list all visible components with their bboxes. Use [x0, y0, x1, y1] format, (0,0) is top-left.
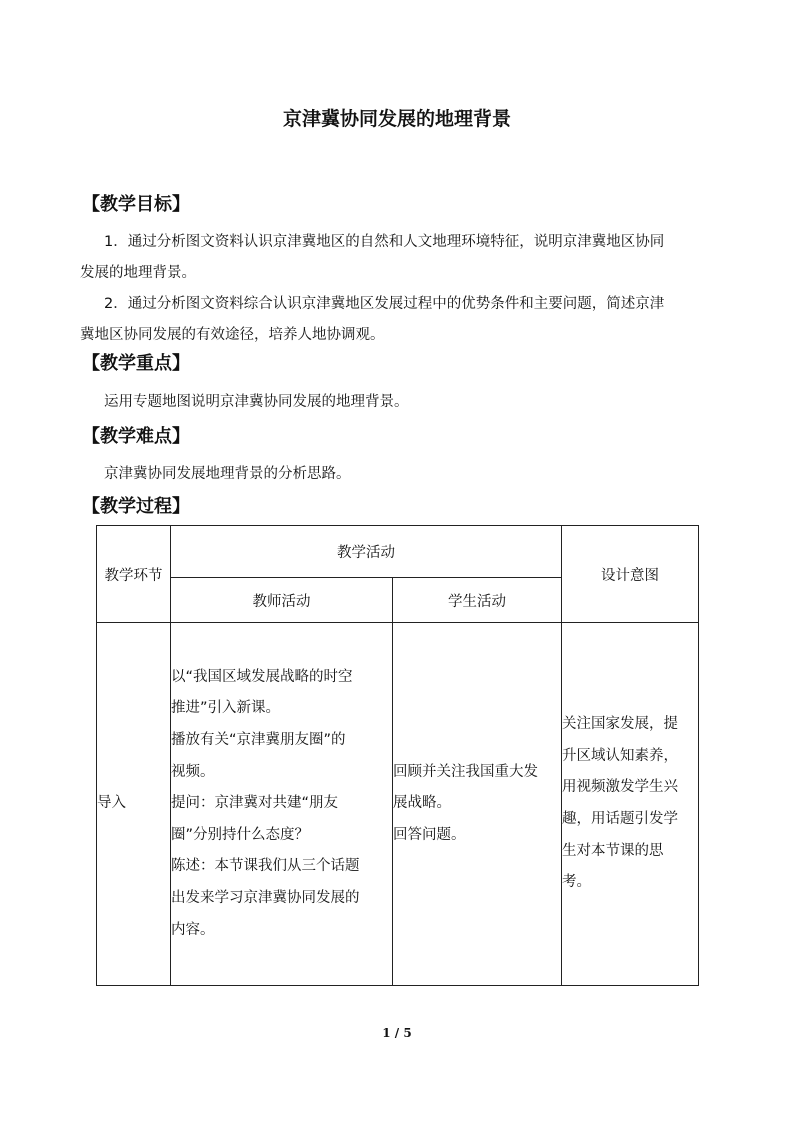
objectives-text [80, 227, 724, 351]
header-teacher: 教师活动 [171, 578, 393, 623]
teacher-line: 陈述：本节课我们从三个话题 [171, 858, 360, 875]
page-number: 1 / 5 [382, 1026, 412, 1040]
objective-1-line-2: 发展的地理背景。 [80, 265, 196, 281]
teacher-line: 推进”引入新课。 [171, 700, 281, 717]
header-stage: 教学环节 [97, 526, 171, 623]
header-activities: 教学活动 [171, 526, 562, 578]
intent-line: 趣，用话题引发学 [562, 811, 678, 827]
teacher-line: 出发来学习京津冀协同发展的 [171, 889, 360, 906]
student-line: 回顾并关注我国重大发 [393, 763, 538, 780]
teacher-line: 以“我国区域发展战略的时空 [171, 668, 353, 685]
teacher-line: 视频。 [171, 763, 215, 780]
objective-1-line-1: 1．通过分析图文资料认识京津冀地区的自然和人文地理环境特征，说明京津冀地区协同 [104, 234, 665, 250]
document-title: 京津冀协同发展的地理背景 [282, 108, 511, 130]
teacher-line: 提问：京津冀对共建“朋友 [171, 795, 339, 812]
teacher-line: 内容。 [171, 921, 215, 938]
student-line: 回答问题。 [393, 826, 466, 843]
stage-cell: 导入 [97, 623, 171, 986]
difficulties-heading: 【教学难点】 [82, 426, 190, 447]
teacher-line: 播放有关“京津冀朋友圈”的 [171, 732, 346, 749]
intent-cell [562, 623, 699, 986]
difficulties-text: 京津冀协同发展地理背景的分析思路。 [104, 466, 351, 482]
intent-line: 考。 [562, 874, 591, 891]
intent-line: 生对本节课的思 [562, 842, 664, 859]
header-intent: 设计意图 [562, 526, 699, 623]
key-points-heading: 【教学重点】 [82, 353, 190, 374]
process-heading: 【教学过程】 [82, 496, 190, 517]
objective-2-line-1: 2．通过分析图文资料综合认识京津冀地区发展过程中的优势条件和主要问题，简述京津 [104, 296, 665, 312]
teaching-process-table [96, 525, 699, 986]
teacher-activity-cell [171, 623, 393, 986]
intent-line: 升区域认知素养， [562, 747, 678, 764]
student-activity-cell [393, 623, 562, 986]
objective-2-line-2: 冀地区协同发展的有效途径，培养人地协调观。 [80, 327, 385, 343]
teacher-line: 圈”分别持什么态度？ [171, 826, 310, 843]
intent-line: 关注国家发展，提 [562, 716, 678, 733]
student-line: 展战略。 [393, 795, 451, 812]
table-row [97, 623, 699, 986]
header-student: 学生活动 [393, 578, 562, 623]
key-points-text: 运用专题地图说明京津冀协同发展的地理背景。 [104, 394, 409, 410]
objectives-heading: 【教学目标】 [82, 194, 190, 215]
intent-line: 用视频激发学生兴 [562, 779, 678, 796]
